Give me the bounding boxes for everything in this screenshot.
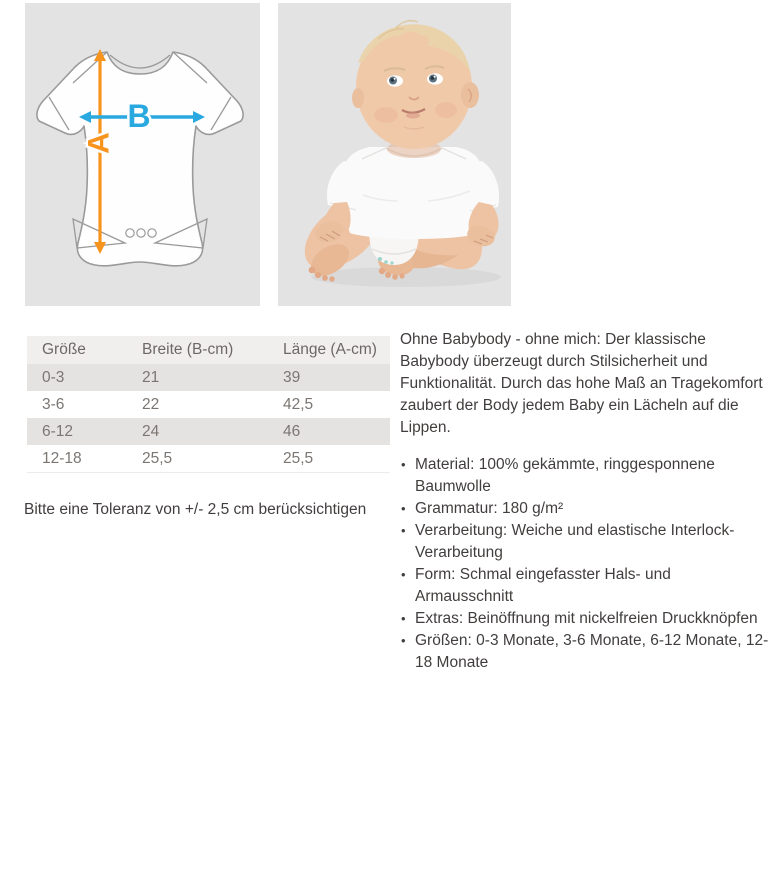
cell-size: 0-3 <box>42 368 65 386</box>
cell-width: 25,5 <box>127 445 268 473</box>
col-header-length: Länge (A-cm) <box>268 336 390 364</box>
feature-extras: • Extras: Beinöffnung mit nickelfreien Druckknöpfen <box>400 608 772 630</box>
baby-photo <box>278 3 511 306</box>
table-row <box>27 364 390 391</box>
cell-length: 46 <box>283 422 301 440</box>
feature-material: • Material: 100% gekämmte, ringgesponnene Baumwolle <box>400 454 772 498</box>
cell-size: 12-18 <box>27 445 127 473</box>
baby-head <box>352 21 479 158</box>
measure-label-a: A <box>82 132 116 154</box>
feature-fit: • Form: Schmal eingefasster Hals- und Armausschnitt <box>400 564 772 608</box>
size-table-header-row <box>27 336 390 364</box>
product-description <box>400 329 772 674</box>
snap-buttons <box>126 229 156 237</box>
product-photo-panel <box>278 3 511 306</box>
table-row <box>27 418 390 445</box>
measure-label-b: B <box>127 98 151 134</box>
table-row <box>27 445 390 473</box>
col-header-width: Breite (B-cm) <box>127 336 268 364</box>
cell-width: 22 <box>142 395 160 413</box>
cell-length: 39 <box>283 368 301 386</box>
size-diagram-panel <box>25 3 260 306</box>
cell-size: 6-12 <box>42 422 74 440</box>
cell-width: 21 <box>142 368 160 386</box>
size-table <box>27 336 390 473</box>
feature-fabrication: • Verarbeitung: Weiche und elastische Interlock-Verarbeitung <box>400 520 772 564</box>
col-header-size: Größe <box>27 336 127 364</box>
description-intro: Ohne Babybody - ohne mich: Der klassische Babybody überzeugt durch Stilsicherheit und Funktionalität. Durch das hohe Maß an Tragekomfort zaubert der Body jedem Baby ein Lächeln auf die Lippen. <box>400 331 763 436</box>
feature-sizes: • Größen: 0-3 Monate, 3-6 Monate, 6-12 Monate, 12-18 Monate <box>400 630 772 674</box>
feature-list <box>400 454 772 674</box>
cell-length: 25,5 <box>268 445 390 473</box>
cell-width: 24 <box>142 422 160 440</box>
tolerance-note: Bitte eine Toleranz von +/- 2,5 cm berücksichtigen <box>24 501 367 518</box>
cell-size: 3-6 <box>42 395 65 413</box>
bodysuit-measurement-diagram <box>25 3 260 306</box>
cell-length: 42,5 <box>283 395 314 413</box>
table-row <box>27 391 390 418</box>
feature-grammage: • Grammatur: 180 g/m² <box>400 498 772 520</box>
